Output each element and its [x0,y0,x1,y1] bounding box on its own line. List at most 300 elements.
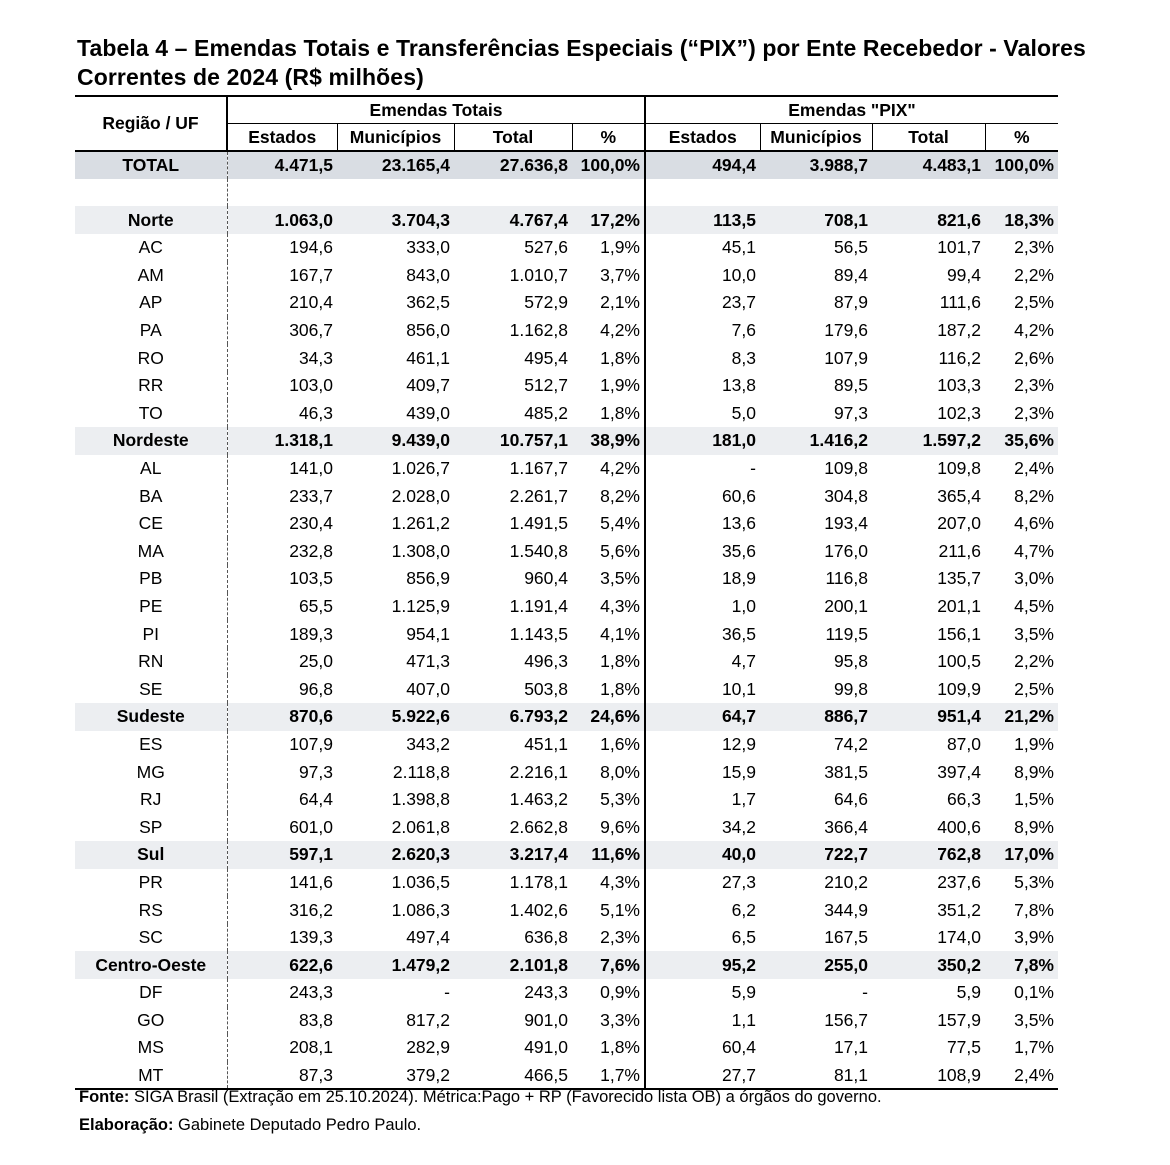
table-cell: 100,5 [937,651,981,672]
table-cell: 0,9% [600,982,640,1003]
table-cell: 1,8% [600,1037,640,1058]
table-cell: 2,2% [1014,264,1054,285]
table-cell: 3,5% [1014,1009,1054,1030]
region-label: Sudeste [75,703,227,731]
table-cell: 201,1 [937,595,981,616]
table-cell: 1.416,2 [760,427,872,455]
region-row [75,703,1058,731]
table-cell: 108,9 [872,1062,985,1090]
table-cell: 622,6 [227,951,337,979]
table-cell: 10,0 [645,262,760,290]
table-row [75,1007,1058,1035]
table-cell: 7,8% [985,951,1058,979]
table-cell: 350,2 [872,951,985,979]
total-cell: 4.471,5 [227,151,337,179]
table-row [75,593,1058,621]
table-cell: 8,0% [600,761,640,782]
table-cell: 8,2% [600,485,640,506]
table-cell: 954,1 [406,623,450,644]
table-cell: 2.662,8 [509,816,568,837]
table-cell: 397,4 [937,761,981,782]
table-cell: 87,9 [833,292,868,313]
table-row [75,1062,1058,1090]
table-cell: 2,2% [1014,651,1054,672]
table-cell: 60,4 [645,1034,760,1062]
table-cell: 8,3 [645,344,760,372]
table-cell: 1.463,2 [509,789,568,810]
footer-elaboration-label: Elaboração: [79,1116,174,1134]
table-cell: 722,7 [760,841,872,869]
table-cell: 1.191,4 [509,595,568,616]
table-cell: 409,7 [406,375,450,396]
table-cell: - [444,982,450,1003]
table-cell: 74,2 [833,733,868,754]
uf-label: GO [137,1009,165,1030]
table-cell: 1,9% [1014,733,1054,754]
table-cell: 4,6% [1014,513,1054,534]
table-cell: 5.922,6 [337,703,454,731]
table-cell: 3,9% [1014,927,1054,948]
uf-label: PI [142,623,160,644]
table-cell: 379,2 [337,1062,454,1090]
table-cell: 6.793,2 [454,703,572,731]
table-row [75,289,1058,317]
table-cell: 2,4% [1014,458,1054,479]
table-cell: - [862,982,868,1003]
table-cell: 21,2% [985,703,1058,731]
table-cell: 107,9 [227,731,337,759]
table-cell: 102,3 [937,402,981,423]
table-cell: 113,5 [645,206,760,234]
table-cell: 1.010,7 [509,264,568,285]
table-cell: 333,0 [406,237,450,258]
table-cell: 230,4 [227,510,337,538]
uf-label: RR [138,375,164,396]
uf-label: PA [139,320,162,341]
table-cell: 7,6% [572,951,645,979]
table-cell: 141,6 [227,869,337,897]
header-col: Estados [645,124,760,152]
uf-label: RO [137,347,164,368]
table-cell: 4,3% [600,595,640,616]
uf-label: PE [139,595,163,616]
region-label: Norte [75,206,227,234]
table-cell: 66,3 [946,789,981,810]
table-cell: 11,6% [572,841,645,869]
table-cell: 485,2 [524,402,568,423]
table-cell: 101,7 [937,237,981,258]
table-cell: 2.620,3 [337,841,454,869]
table-cell: 365,4 [937,485,981,506]
table-cell: 817,2 [406,1009,450,1030]
emendas-table [75,95,1058,1090]
table-cell: 5,3% [1014,871,1054,892]
table-cell: 6,2 [645,896,760,924]
table-cell: 208,1 [227,1034,337,1062]
table-cell: 87,3 [227,1062,337,1090]
table-cell: 9,6% [600,816,640,837]
table-row [75,400,1058,428]
table-cell: 5,9 [956,982,981,1003]
table-cell: 7,8% [1014,899,1054,920]
table-cell: 232,8 [227,538,337,566]
table-cell: 471,3 [406,651,450,672]
table-cell: 5,1% [600,899,640,920]
table-cell: 1.063,0 [227,206,337,234]
table-cell: 65,5 [227,593,337,621]
table-cell: 708,1 [760,206,872,234]
spacer-row [75,179,1058,207]
table-cell: 2.061,8 [391,816,450,837]
table-cell: 12,9 [645,731,760,759]
table-cell: 40,0 [645,841,760,869]
table-cell: 4,2% [1014,320,1054,341]
table-cell: 24,6% [572,703,645,731]
table-cell: 461,1 [406,347,450,368]
header-col: Estados [227,124,337,152]
table-cell: 1.540,8 [509,540,568,561]
table-cell: 187,2 [937,320,981,341]
region-row [75,427,1058,455]
table-cell: 1,9% [600,375,640,396]
table-cell: 17,2% [572,206,645,234]
table-cell: 23,7 [645,289,760,317]
table-cell: 194,6 [227,234,337,262]
table-cell: 870,6 [227,703,337,731]
table-cell: 5,0 [645,400,760,428]
table-cell: 2,3% [600,927,640,948]
uf-label: MS [137,1037,164,1058]
table-cell: 141,0 [227,455,337,483]
table-cell: 2,5% [1014,678,1054,699]
table-cell: 3.704,3 [337,206,454,234]
table-cell: 1.597,2 [872,427,985,455]
uf-label: MT [75,1062,227,1090]
table-cell: 2.118,8 [392,761,450,782]
table-cell: 1.318,1 [227,427,337,455]
table-cell: 1,8% [600,402,640,423]
total-cell: 3.988,7 [760,151,872,179]
table-cell: 111,6 [939,292,981,313]
table-cell: 400,6 [937,816,981,837]
uf-label: AM [137,264,164,285]
uf-label: MA [137,540,164,561]
uf-label: BA [139,485,163,506]
table-cell: 17,0% [985,841,1058,869]
table-cell: 2,4% [985,1062,1058,1090]
table-cell: 210,2 [824,871,868,892]
uf-label: CE [138,513,163,534]
table-cell: 886,7 [760,703,872,731]
table-cell: 179,6 [824,320,868,341]
table-cell: 304,8 [824,485,868,506]
region-label: Nordeste [75,427,227,455]
table-row [75,924,1058,952]
table-cell: 351,2 [937,899,981,920]
table-cell: 64,7 [645,703,760,731]
table-cell: 97,3 [227,758,337,786]
table-cell: 4,7 [645,648,760,676]
table-cell: 13,6 [645,510,760,538]
table-row [75,482,1058,510]
table-cell: 1.167,7 [509,458,568,479]
table-cell: 3,5% [600,568,640,589]
table-cell: 1,6% [600,733,640,754]
table-cell: 7,6 [645,317,760,345]
table-cell: 282,9 [406,1037,450,1058]
table-cell: 34,2 [645,813,760,841]
table-cell: 1.178,1 [509,871,568,892]
header-row-groups [75,96,1058,124]
table-cell: 45,1 [645,234,760,262]
table-cell: 34,3 [227,344,337,372]
uf-label: SE [139,678,163,699]
table-cell: 233,7 [227,482,337,510]
uf-label: ES [139,733,163,754]
table-row [75,786,1058,814]
table-cell: 103,0 [227,372,337,400]
table-cell: 4,2% [600,320,640,341]
total-row [75,151,1058,179]
table-cell: 17,1 [833,1037,868,1058]
table-row [75,758,1058,786]
table-body [75,151,1058,1089]
table-cell: 3,3% [600,1009,640,1030]
footer-source-label: Fonte: [79,1088,130,1106]
table-cell: 597,1 [227,841,337,869]
table-cell: 1,7% [572,1062,645,1090]
region-row [75,841,1058,869]
table-cell: 1.308,0 [391,540,450,561]
table-cell: 343,2 [406,733,450,754]
table-cell: 1.086,3 [391,899,450,920]
table-cell: 99,4 [946,264,981,285]
header-col: % [572,124,645,152]
table-cell: 95,2 [645,951,760,979]
table-cell: 601,0 [227,813,337,841]
table-row [75,869,1058,897]
table-cell: 3,5% [1014,623,1054,644]
table-cell: 27,7 [645,1062,760,1090]
table-cell: 1.402,6 [509,899,568,920]
table-cell: 306,7 [227,317,337,345]
table-cell: 407,0 [406,678,450,699]
uf-label: AC [138,237,163,258]
table-cell: 167,7 [227,262,337,290]
table-cell: 5,6% [600,540,640,561]
table-cell: 2,5% [1014,292,1054,313]
table-cell: 200,1 [824,595,868,616]
table-cell: 10,1 [645,675,760,703]
table-cell: 821,6 [872,206,985,234]
table-cell: 1,8% [600,347,640,368]
table-cell: 6,5 [645,924,760,952]
table-cell: 87,0 [946,733,981,754]
table-cell: 1,0 [645,593,760,621]
table-title: Tabela 4 – Emendas Totais e Transferências Especiais (“PIX”) por Ente Recebedor - Valores Correntes de 2024 (R$ milhões) [77,35,1086,90]
table-cell: 107,9 [824,347,868,368]
table-cell: 1,5% [1014,789,1054,810]
table-cell: 109,8 [937,458,981,479]
table-cell: 8,9% [1014,761,1054,782]
table-cell: 4,2% [600,458,640,479]
table-cell: 4,5% [1014,595,1054,616]
table-cell: 5,9 [645,979,760,1007]
table-cell: 243,3 [524,982,568,1003]
table-cell: 35,6 [645,538,760,566]
total-cell: 4.483,1 [872,151,985,179]
table-cell: 1.026,7 [391,458,450,479]
table-row [75,1034,1058,1062]
table-cell: 0,1% [1014,982,1054,1003]
table-cell: 207,0 [937,513,981,534]
uf-label: SC [138,927,163,948]
table-row [75,565,1058,593]
table-cell: 77,5 [946,1037,981,1058]
table-cell: 951,4 [872,703,985,731]
region-row [75,951,1058,979]
table-cell: 135,7 [937,568,981,589]
header-emendas-totais: Emendas Totais [227,96,645,124]
table-cell: 3,7% [600,264,640,285]
table-cell: 210,4 [227,289,337,317]
table-cell: 193,4 [824,513,868,534]
table-cell: 2.028,0 [391,485,450,506]
table-cell: 255,0 [760,951,872,979]
table-cell: 89,5 [833,375,868,396]
table-cell: 157,9 [937,1009,981,1030]
table-cell: 156,1 [937,623,981,644]
table-cell: 99,8 [833,678,868,699]
table-cell: 636,8 [524,927,568,948]
table-cell: 4,7% [1014,540,1054,561]
table-row [75,262,1058,290]
table-cell: 1.491,5 [509,513,568,534]
table-cell: 1.261,2 [391,513,450,534]
table-cell: 109,8 [824,458,868,479]
table-cell: 97,3 [833,402,868,423]
table-row [75,372,1058,400]
table-cell: 189,3 [227,620,337,648]
total-cell: 27.636,8 [454,151,572,179]
table-cell: 36,5 [645,620,760,648]
table-cell: 2,6% [1014,347,1054,368]
total-cell: 23.165,4 [337,151,454,179]
footer-source-text: SIGA Brasil (Extração em 25.10.2024). Métrica:Pago + RP (Favorecido lista OB) a órgãos do governo. [129,1088,882,1106]
table-row [75,455,1058,483]
table-cell: 89,4 [833,264,868,285]
table-cell: 64,4 [227,786,337,814]
total-cell: 100,0% [985,151,1058,179]
table-cell: 2,3% [1014,375,1054,396]
uf-label: RN [138,651,164,672]
uf-label: DF [139,982,163,1003]
footer-elaboration-text: Gabinete Deputado Pedro Paulo. [173,1116,422,1134]
table-cell: 243,3 [227,979,337,1007]
table-cell: 856,0 [406,320,450,341]
table-row [75,896,1058,924]
header-col: Total [454,124,572,152]
table-cell: 381,5 [824,761,868,782]
table-row [75,648,1058,676]
header-region: Região / UF [75,96,227,151]
table-cell: 156,7 [824,1009,868,1030]
table-cell: 1,8% [600,651,640,672]
table-cell: 167,5 [824,927,868,948]
table-cell: 181,0 [645,427,760,455]
table-cell: 56,5 [833,237,868,258]
table-cell: 10.757,1 [454,427,572,455]
region-label: Sul [75,841,227,869]
table-cell: - [645,455,760,483]
table-cell: 366,4 [824,816,868,837]
total-label: TOTAL [75,151,227,179]
table-cell: 4.767,4 [454,206,572,234]
table-cell: 901,0 [524,1009,568,1030]
header-emendas-pix: Emendas "PIX" [645,96,1058,124]
table-cell: 211,6 [938,540,981,561]
footer-elaboration [79,1116,421,1135]
table-cell: 451,1 [524,733,568,754]
total-cell: 100,0% [572,151,645,179]
table-cell: 64,6 [833,789,868,810]
table-cell: 1.036,5 [391,871,450,892]
table-cell: 496,3 [524,651,568,672]
table-cell: 1,9% [600,237,640,258]
table-cell: 83,8 [227,1007,337,1035]
table-cell: 116,2 [938,347,981,368]
uf-label: SP [139,816,163,837]
region-row [75,206,1058,234]
uf-label: MG [136,761,165,782]
table-cell: 3.217,4 [454,841,572,869]
table-cell: 5,3% [600,789,640,810]
table-row [75,620,1058,648]
table-cell: 103,5 [227,565,337,593]
table-cell: 109,9 [937,678,981,699]
uf-label: AL [140,458,162,479]
table-cell: 466,5 [454,1062,572,1090]
table-row [75,979,1058,1007]
table-cell: 503,8 [524,678,568,699]
table-cell: 38,9% [572,427,645,455]
table-cell: 18,9 [645,565,760,593]
uf-label: AP [139,292,163,313]
table-row [75,510,1058,538]
table-cell: 491,0 [524,1037,568,1058]
table-cell: 25,0 [227,648,337,676]
table-cell: 96,8 [227,675,337,703]
uf-label: TO [138,402,163,423]
table-cell: 362,5 [406,292,450,313]
table-cell: 527,6 [524,237,568,258]
table-row [75,317,1058,345]
table-cell: 174,0 [937,927,981,948]
table-cell: 2.261,7 [509,485,568,506]
table-cell: 95,8 [833,651,868,672]
table-cell: 15,9 [645,758,760,786]
table-cell: 1,1 [645,1007,760,1035]
table-cell: 4,1% [600,623,640,644]
footer-source [79,1088,882,1107]
table-cell: 1,7% [1014,1037,1054,1058]
table-cell: 2.216,1 [509,761,568,782]
table-row [75,538,1058,566]
table-cell: 2,1% [600,292,640,313]
table-cell: 497,4 [406,927,450,948]
table-cell: 81,1 [760,1062,872,1090]
table-cell: 512,7 [524,375,568,396]
